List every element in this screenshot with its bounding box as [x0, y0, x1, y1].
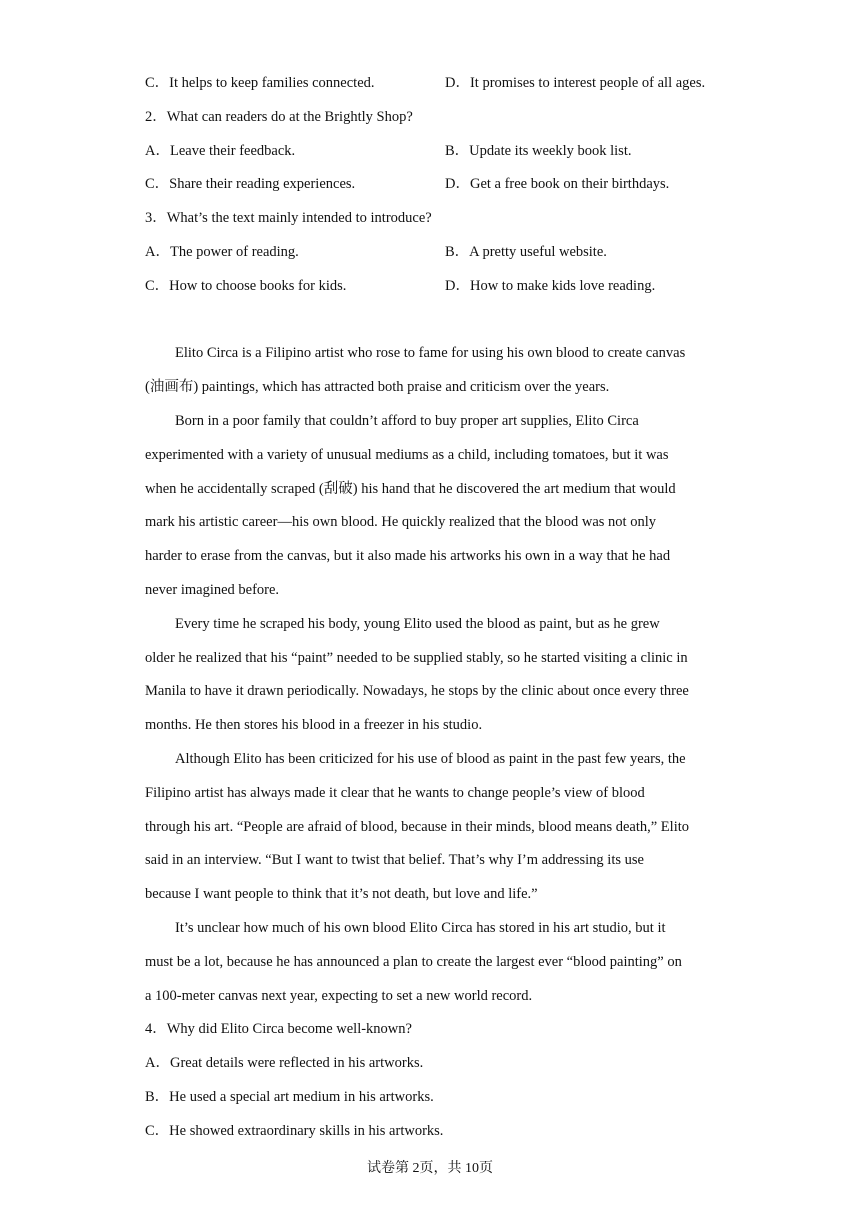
q3-options-row-2	[145, 275, 745, 297]
passage-line: Elito Circa is a Filipino artist who rose to fame for using his own blood to create canvas	[175, 345, 686, 361]
passage-line: Every time he scraped his body, young Elito used the blood as paint, but as he grew	[175, 616, 660, 632]
passage-line: experimented with a variety of unusual mediums as a child, including tomatoes, but it was	[145, 447, 669, 463]
q3-option-d: D．How to make kids love reading.	[445, 278, 656, 294]
passage-line: Born in a poor family that couldn’t afford to buy proper art supplies, Elito Circa	[175, 413, 639, 429]
passage-line: harder to erase from the canvas, but it also made his artworks his own in a way that he had	[145, 548, 671, 564]
passage-line: months. He then stores his blood in a freezer in his studio.	[145, 717, 483, 733]
q1-option-d: D．It promises to interest people of all ages.	[445, 75, 706, 91]
q4-option-c: C．He showed extraordinary skills in his artworks.	[145, 1123, 444, 1139]
page-footer: 试卷第 2页，共 10页	[367, 1161, 493, 1176]
q2-option-c: C．Share their reading experiences.	[145, 176, 356, 192]
passage-line: It’s unclear how much of his own blood Elito Circa has stored in his art studio, but it	[175, 920, 666, 936]
passage-line: (油画布) paintings, which has attracted both praise and criticism over the years.	[145, 379, 610, 395]
passage-line: mark his artistic career—his own blood. He quickly realized that the blood was not only	[145, 514, 656, 530]
passage-line: older he realized that his “paint” needed to be supplied stably, so he started visiting a clinic in	[145, 650, 688, 666]
q3-option-b: B．A pretty useful website.	[445, 244, 607, 260]
passage-line: never imagined before.	[145, 582, 280, 598]
q2-option-a: A．Leave their feedback.	[145, 143, 296, 159]
passage-line: a 100-meter canvas next year, expecting to set a new world record.	[145, 988, 533, 1004]
passage-line: Manila to have it drawn periodically. Nowadays, he stops by the clinic about once every three	[145, 683, 689, 699]
q1-options-row	[145, 72, 745, 94]
q2-options-row-1	[145, 140, 745, 162]
passage-line: when he accidentally scraped (刮破) his hand that he discovered the art medium that would	[145, 481, 676, 497]
passage-line: Filipino artist has always made it clear that he wants to change people’s view of blood	[145, 785, 645, 801]
passage-line: because I want people to think that it’s not death, but love and life.”	[145, 886, 538, 902]
q2-question: 2．What can readers do at the Brightly Shop?	[145, 109, 413, 125]
passage-line: through his art. “People are afraid of blood, because in their minds, blood means death,” Elito	[145, 819, 689, 835]
passage-line: Although Elito has been criticized for his use of blood as paint in the past few years, the	[175, 751, 686, 767]
q3-question: 3．What’s the text mainly intended to introduce?	[145, 210, 432, 226]
q4-question: 4．Why did Elito Circa become well-known?	[145, 1021, 412, 1037]
q2-option-d: D．Get a free book on their birthdays.	[445, 176, 670, 192]
q2-option-b: B．Update its weekly book list.	[445, 143, 632, 159]
q4-option-a: A．Great details were reflected in his artworks.	[145, 1055, 424, 1071]
passage-line: must be a lot, because he has announced a plan to create the largest ever “blood painting” on	[145, 954, 682, 970]
passage-line: said in an interview. “But I want to twist that belief. That’s why I’m addressing its use	[145, 852, 644, 868]
q4-option-b: B．He used a special art medium in his artworks.	[145, 1089, 434, 1105]
q3-option-c: C．How to choose books for kids.	[145, 278, 347, 294]
q2-options-row-2	[145, 173, 745, 195]
q3-option-a: A．The power of reading.	[145, 244, 299, 260]
q1-option-c: C．It helps to keep families connected.	[145, 75, 375, 91]
q3-options-row-1	[145, 241, 745, 263]
